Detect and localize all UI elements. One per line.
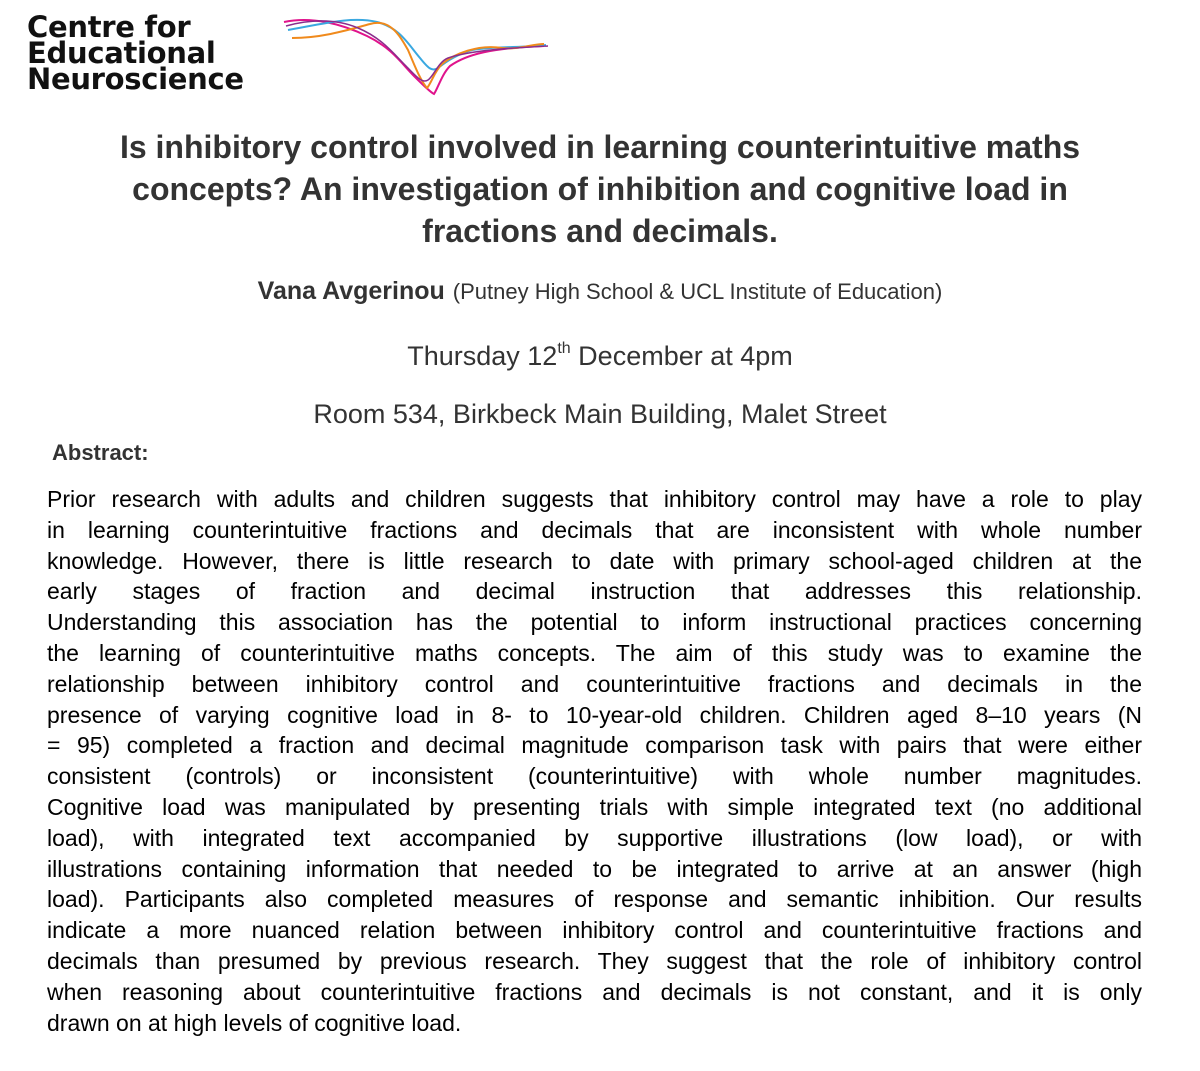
title-line: Is inhibitory control involved in learning counterintuitive maths bbox=[119, 129, 1081, 165]
speaker-affiliation: (Putney High School & UCL Institute of Education) bbox=[452, 279, 943, 304]
abstract-line: = 95) completed a fraction and decimal magnitude comparison task with pairs that were either bbox=[47, 732, 1142, 759]
title-line: concepts? An investigation of inhibition and cognitive load in bbox=[132, 171, 1068, 207]
abstract-line: decimals than presumed by previous research. They suggest that the role of inhibitory control bbox=[47, 947, 1142, 974]
abstract-line: Cognitive load was manipulated by presenting trials with simple integrated text (no additional bbox=[47, 793, 1142, 820]
logo-wave-graphic bbox=[282, 14, 552, 104]
abstract-line: illustrations containing information that needed to be integrated to arrive at an answer (high bbox=[47, 855, 1142, 882]
date-prefix: Thursday 12 bbox=[407, 341, 558, 371]
abstract-line: consistent (controls) or inconsistent (counterintuitive) with whole number magnitudes. bbox=[47, 763, 1142, 790]
event-date bbox=[0, 338, 1200, 374]
logo-line: Centre for bbox=[27, 10, 191, 44]
abstract-line: relationship between inhibitory control and counterintuitive fractions and decimals in the bbox=[47, 670, 1142, 697]
logo-line: Neuroscience bbox=[27, 62, 244, 96]
title-line: fractions and decimals. bbox=[422, 213, 778, 249]
abstract-line: presence of varying cognitive load in 8- to 10-year-old children. Children aged 8–10 years (N bbox=[47, 701, 1142, 728]
event-location: Room 534, Birkbeck Main Building, Malet Street bbox=[313, 399, 887, 429]
abstract-body bbox=[47, 484, 1142, 1038]
wave-magenta bbox=[284, 20, 544, 94]
abstract-line: load), with integrated text accompanied by supportive illustrations (low load), or with bbox=[47, 824, 1142, 851]
abstract-line: when reasoning about counterintuitive fractions and decimals is not constant, and it is only bbox=[47, 978, 1142, 1005]
centre-logo bbox=[27, 10, 527, 104]
abstract-heading: Abstract: bbox=[52, 440, 149, 465]
wave-blue bbox=[288, 20, 546, 70]
abstract-line: early stages of fraction and decimal instruction that addresses this relationship. bbox=[47, 578, 1142, 605]
talk-title bbox=[40, 126, 1160, 252]
date-ordinal-suffix: th bbox=[557, 340, 571, 357]
speaker-name: Vana Avgerinou bbox=[257, 277, 445, 305]
logo-line: Educational bbox=[27, 36, 216, 70]
abstract-line: indicate a more nuanced relation between inhibitory control and counterintuitive fractions and bbox=[47, 917, 1142, 944]
abstract-line: Understanding this association has the potential to inform instructional practices concerning bbox=[47, 609, 1142, 636]
logo-text bbox=[27, 10, 244, 96]
date-suffix: December at 4pm bbox=[570, 341, 793, 371]
abstract-line: the learning of counterintuitive maths concepts. The aim of this study was to examine the bbox=[47, 639, 1142, 666]
abstract-line: Prior research with adults and children suggests that inhibitory control may have a role to play bbox=[47, 486, 1142, 512]
abstract-line: drawn on at high levels of cognitive load. bbox=[47, 1009, 462, 1036]
abstract-line: knowledge. However, there is little research to date with primary school-aged children at the bbox=[47, 547, 1142, 574]
speaker-line bbox=[0, 275, 1200, 308]
abstract-line: in learning counterintuitive fractions and decimals that are inconsistent with whole number bbox=[47, 516, 1142, 543]
abstract-line: load). Participants also completed measures of response and semantic inhibition. Our results bbox=[47, 886, 1142, 913]
